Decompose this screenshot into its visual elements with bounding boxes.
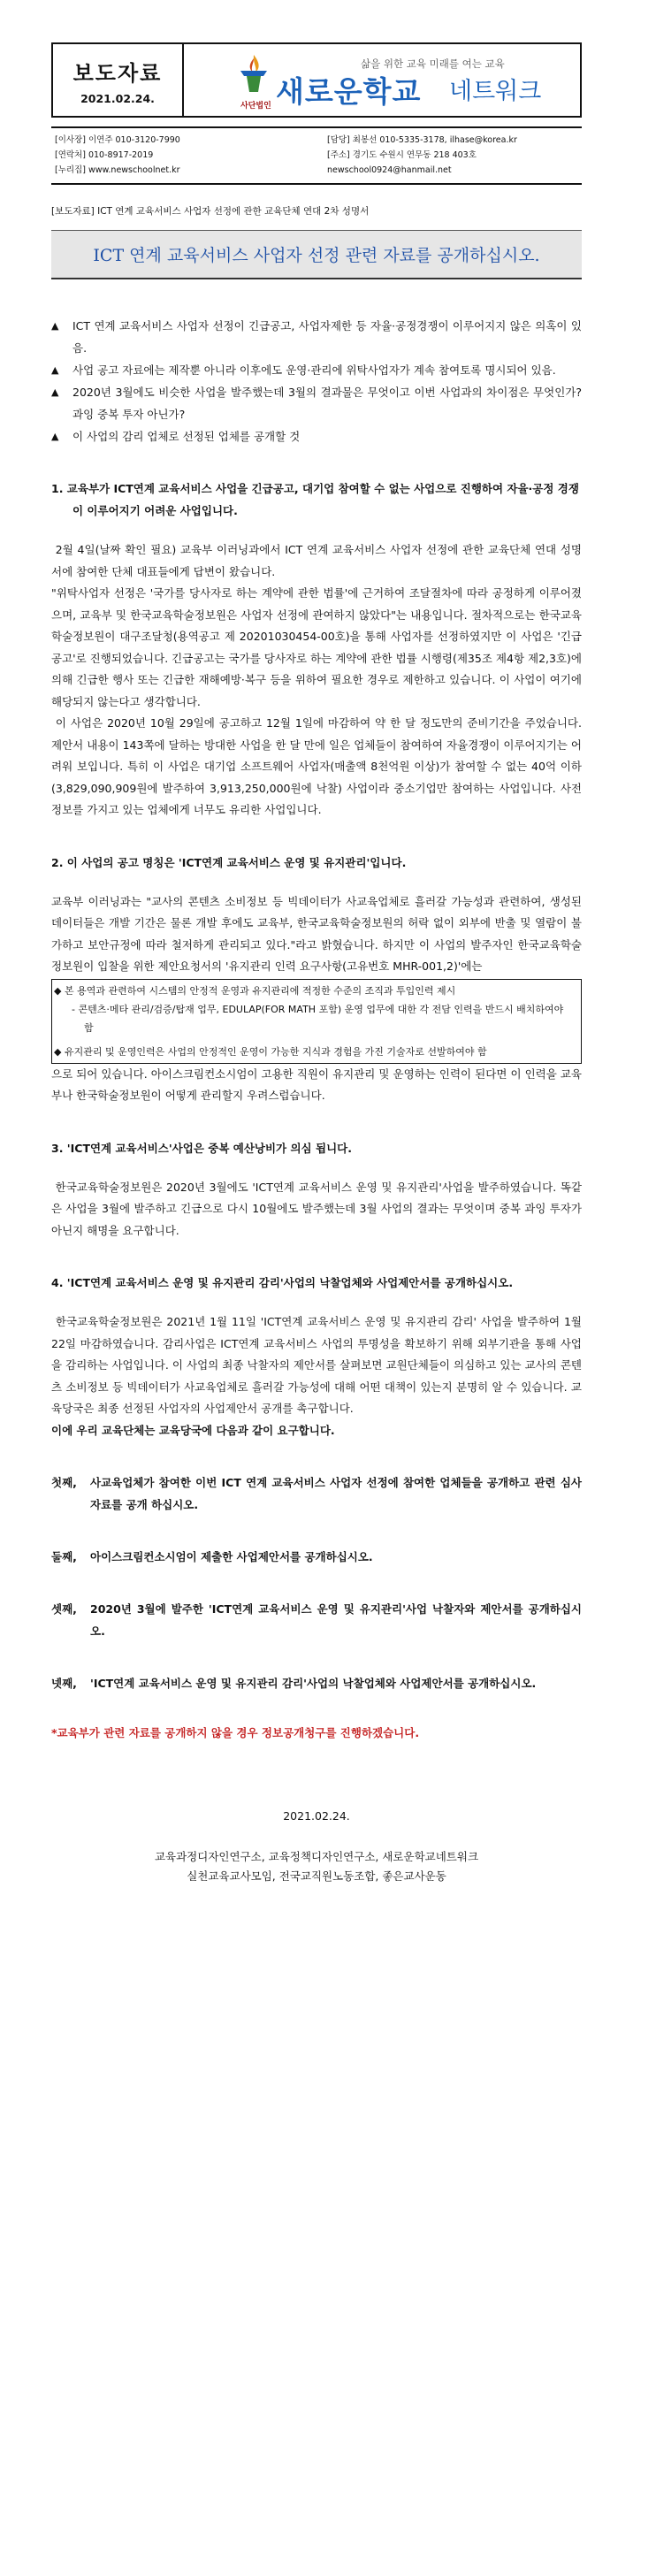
contact-chair: [이사장] 이연주 010-3120-7990	[55, 135, 180, 145]
diamond-bullet-icon: ◆	[54, 984, 62, 997]
summary-bullet: ▲ 사업 공고 자료에는 제작뿐 아니라 이후에도 운영·관리에 위탁사업자가 계속 참여토록 명시되어 있음.	[51, 359, 582, 381]
press-date: 2021.02.24.	[80, 91, 155, 105]
contact-right-column	[327, 133, 517, 178]
demand-item: 첫째, 사교육업체가 참여한 이번 ICT 연계 교육서비스 사업자 선정에 참여한 업체들을 공개하고 관련 심사 자료를 공개 하십시오.	[51, 1476, 582, 1511]
main-title: ICT 연계 교육서비스 사업자 선정 관련 자료를 공개하십시오.	[51, 230, 582, 279]
contact-homepage: [누리집] www.newschoolnet.kr	[55, 165, 180, 175]
contact-left-column	[55, 133, 180, 178]
diamond-bullet-icon: ◆	[54, 1045, 62, 1058]
summary-bullet: ▲ 2020년 3월에도 비슷한 사업을 발주했는데 3월의 결과물은 무엇이고 이번 사업과의 차이점은 무엇인가? 과잉 중복 투자 아닌가?	[51, 381, 582, 425]
footer-date: 2021.02.24.	[283, 1809, 350, 1823]
triangle-bullet-icon: ▲	[51, 386, 59, 398]
signatory-line: 실천교육교사모임, 전국교직원노동조합, 좋은교사운동	[187, 1869, 446, 1883]
logo-corp-label: 사단법인	[240, 102, 271, 111]
contact-address: [주소] 경기도 수원시 연무동 218 403호	[327, 150, 477, 160]
contact-person: [담당] 최봉선 010-5335-3178, ilhase@korea.kr	[327, 135, 517, 145]
contact-email: newschool0924@hanmail.net	[327, 165, 452, 175]
section-1-paragraph: "위탁사업자 선정은 '국가를 당사자로 하는 계약에 관한 법률'에 근거하여 조달절차에 따라 공정하게 이루어졌으며, 교육부 및 한국교육학술정보원은 사업자 선정에 관여하지 않았다"는 내용입니다. 절차적으로는 한국교육학술정보원이 대구조달청(용역공고 제 20201030454-00호)을 통해 사업자를 선정하였지만 이 사업은 '긴급공고'로 진행되었습니다. 긴급공고는 국가를 당사자로 하는 계약에 관한 법률 시행령(제35조 제4항 제2,3호)에 의해 긴급한 행사 또는 긴급한 재해예방·복구 등을 위하여 필요한 경우로 제한하고 있습니다. 이 사업이 여기에 해당되지 않는다고 생각합니다.	[51, 586, 582, 708]
triangle-bullet-icon: ▲	[51, 320, 59, 332]
quote-item: ◆ 본 용역과 관련하여 시스템의 안정적 운영과 유지관리에 적정한 수준의 조직과 투입인력 제시	[54, 982, 572, 1000]
section-1-heading: 1. 교육부가 ICT연계 교육서비스 사업을 긴급공고, 대기업 참여할 수 없는 사업으로 진행하여 자율·공정 경쟁이 이루어지기 어려운 사업입니다.	[51, 482, 579, 517]
warning-note: *교육부가 관련 자료를 공개하지 않을 경우 정보공개청구를 진행하겠습니다.	[51, 1726, 420, 1739]
logo-suffix: 네트워크	[449, 78, 542, 105]
organization-logo-block	[184, 44, 580, 116]
section-4-heading: 4. 'ICT연계 교육서비스 운영 및 유지관리 감리'사업의 낙찰업체와 사업제안서를 공개하십시오.	[51, 1276, 514, 1289]
demand-intro: 이에 우리 교육단체는 교육당국에 다음과 같이 요구합니다.	[51, 1423, 335, 1437]
contact-phone: [연락처] 010-8917-2019	[55, 150, 154, 160]
section-2-paragraph: 교육부 이러닝과는 "교사의 콘텐츠 소비정보 등 빅데이터가 사교육업체로 흘러갈 가능성과 관련하여, 생성된 데이터들은 개발 기간은 물론 개발 후에도 교육부, 한국교육학술정보원의 허락 없이 외부에 반출 및 열람이 불가하고 보안규정에 따라 철저하게 관리되고 있다."라고 밝혔습니다. 하지만 이 사업의 발주자인 한국교육학술정보원이 입찰을 위한 제안요청서의 '유지관리 인력 요구사항(고유번호 MHR-001,2)'에는	[51, 894, 582, 973]
section-3-paragraph: 한국교육학술정보원은 2020년 3월에도 'ICT연계 교육서비스 운영 및 유지관리'사업을 발주하였습니다. 똑같은 사업을 3월에 발주하고 긴급으로 다시 10월에도 발주했는데 3월 사업의 결과는 무엇이며 중복 과잉 투자가 아닌지 해명을 요구합니다.	[51, 1180, 585, 1237]
summary-bullet: ▲ ICT 연계 교육서비스 사업자 선정이 긴급공고, 사업자제한 등 자율·공정경쟁이 이루어지지 않은 의혹이 있음.	[51, 315, 582, 359]
section-2-heading: 2. 이 사업의 공고 명칭은 'ICT연계 교육서비스 운영 및 유지관리'입니다.	[51, 855, 407, 869]
section-1-paragraph: 2월 4일(날짜 확인 필요) 교육부 이러닝과에서 ICT 연계 교육서비스 사업자 선정에 관한 교육단체 연대 성명서에 참여한 단체 대표들에게 답변이 왔습니다.	[51, 543, 582, 578]
triangle-bullet-icon: ▲	[51, 364, 59, 376]
signatory-line: 교육과정디자인연구소, 교육정책디자인연구소, 새로운학교네트워크	[154, 1850, 479, 1863]
section-2-paragraph: 으로 되어 있습니다. 아이스크림컨소시엄이 고용한 직원이 유지관리 및 운영하는 인력이 된다면 이 인력을 교육부나 한국학술정보원이 어떻게 관리할지 우려스럽습니다.	[51, 1066, 582, 1102]
press-header	[51, 42, 582, 118]
demand-item: 둘째, 아이스크림컨소시엄이 제출한 사업제안서를 공개하십시오.	[51, 1550, 373, 1563]
demand-item: 셋째, 2020년 3월에 발주한 'ICT연계 교육서비스 운영 및 유지관리'사업 낙찰자와 제안서를 공개하십시오.	[51, 1602, 582, 1638]
logo-name: 새로운학교	[276, 74, 422, 109]
quote-sub-item: - 콘텐츠·메타 관리/검증/탑재 업무, EDULAP(FOR MATH 포함) 운영 업무에 대한 각 전담 인력을 반드시 배치하여야 함	[72, 1003, 564, 1034]
summary-bullets	[51, 315, 582, 447]
press-release-page	[51, 42, 585, 1886]
requirements-quote-box	[51, 979, 582, 1064]
torch-logo-icon	[237, 53, 271, 96]
summary-bullet: ▲ 이 사업의 감리 업체로 선정된 업체를 공개할 것	[51, 425, 582, 447]
press-title-block	[53, 44, 184, 116]
quote-item: ◆ 유지관리 및 운영인력은 사업의 안정적인 운영이 가능한 지식과 경험을 가진 기술자로 선발하여야 함	[54, 1043, 572, 1061]
section-1-paragraph: 이 사업은 2020년 10월 29일에 공고하고 12월 1일에 마감하여 약 한 달 정도만의 준비기간을 주었습니다. 제안서 내용이 143쪽에 달하는 방대한 사업을 한 달 만에 일은 업체들이 참여하여 자율경쟁이 이루어지기는 어려워 보입니다. 특히 이 사업은 대기업 소프트웨어 사업자(매출액 8천억원 이상)가 참여할 수 없는 40억 이하(3,829,090,909원에 발주하여 3,913,250,000원에 낙찰) 사업이라 중소기업만 참여하는 사업입니다. 사전정보를 가지고 있는 업체에게 너무도 유리한 사업입니다.	[51, 716, 585, 816]
contact-info	[51, 126, 582, 185]
signatory-organizations	[51, 1847, 582, 1886]
document-subtitle: [보도자료] ICT 연계 교육서비스 사업자 선정에 관한 교육단체 연대 2차 성명서	[51, 206, 370, 217]
section-3-heading: 3. 'ICT연계 교육서비스'사업은 중복 예산낭비가 의심 됩니다.	[51, 1141, 352, 1155]
section-4-paragraph: 한국교육학술정보원은 2021년 1월 11일 'ICT연계 교육서비스 운영 및 유지관리 감리' 사업을 발주하여 1월 22일 마감하였습니다. 감리사업은 ICT연계 교육서비스 사업의 투명성을 확보하기 위해 외부기관을 통해 사업을 감리하는 사업입니다. 이 사업의 최종 낙찰자의 제안서를 살펴보면 교원단체들이 의심하고 있는 교사의 콘텐츠 소비정보 등 빅데이터가 사교육업체로 흘러갈 가능성에 대해 어떤 대책이 있는지 분명히 알 수 있습니다. 교육당국은 최종 선정된 사업자의 사업제안서 공개를 촉구합니다.	[51, 1315, 585, 1415]
press-title: 보도자료	[72, 60, 163, 86]
demand-item: 넷째, 'ICT연계 교육서비스 운영 및 유지관리 감리'사업의 낙찰업체와 사업제안서를 공개하십시오.	[51, 1677, 537, 1690]
triangle-bullet-icon: ▲	[51, 431, 59, 442]
logo-slogan: 삶을 위한 교육 미래를 여는 교육	[361, 57, 505, 70]
